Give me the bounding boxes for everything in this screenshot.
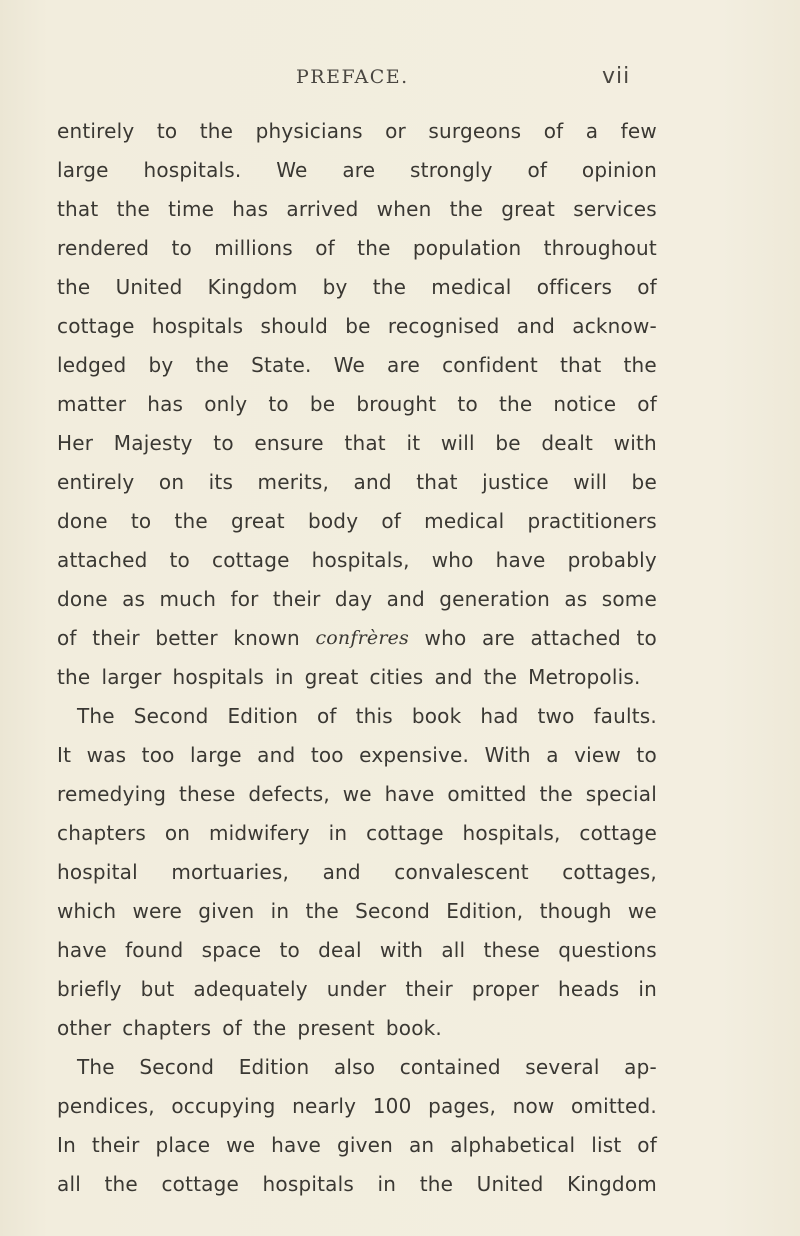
text-line: done as much for their day and generation as some	[57, 587, 657, 611]
text-line: entirely to the physicians or surgeons of a few	[57, 119, 657, 143]
text-line: chapters on midwifery in cottage hospitals, cottage	[57, 821, 657, 845]
text-line: the larger hospitals in great cities and the Metropolis.	[57, 665, 641, 689]
running-head	[0, 66, 800, 106]
text-line: In their place we have given an alphabetical list of	[57, 1133, 657, 1157]
text-line: which were given in the Second Edition, though we	[57, 899, 657, 923]
text-line: hospital mortuaries, and convalescent cottages,	[57, 860, 657, 884]
running-title: PREFACE.	[296, 66, 409, 88]
text-line: ledged by the State. We are confident that the	[57, 353, 657, 377]
text-line: all the cottage hospitals in the United Kingdom	[57, 1172, 657, 1196]
text-line: entirely on its merits, and that justice will be	[57, 470, 657, 494]
text-line: have found space to deal with all these questions	[57, 938, 657, 962]
text-line: It was too large and too expensive. With a view to	[57, 743, 657, 767]
text-line: Her Majesty to ensure that it will be dealt with	[57, 431, 657, 455]
text-line: the United Kingdom by the medical officers of	[57, 275, 657, 299]
text-line: The Second Edition of this book had two faults.	[77, 704, 657, 728]
text-line: briefly but adequately under their proper heads in	[57, 977, 657, 1001]
text-line: matter has only to be brought to the notice of	[57, 392, 657, 416]
text-line: of their better known confrères who are attached to	[57, 626, 657, 650]
body-text	[57, 112, 657, 1204]
text-line: done to the great body of medical practitioners	[57, 509, 657, 533]
text-line: The Second Edition also contained several ap-	[77, 1055, 657, 1079]
text-line: pendices, occupying nearly 100 pages, now omitted.	[57, 1094, 657, 1118]
text-line: large hospitals. We are strongly of opinion	[57, 158, 657, 182]
text-line: cottage hospitals should be recognised and acknow-	[57, 314, 657, 338]
text-line: other chapters of the present book.	[57, 1016, 442, 1040]
text-line: rendered to millions of the population throughout	[57, 236, 657, 260]
text-line: remedying these defects, we have omitted the special	[57, 782, 657, 806]
text-line: that the time has arrived when the great services	[57, 197, 657, 221]
text-line: attached to cottage hospitals, who have probably	[57, 548, 657, 572]
page-number: vii	[602, 64, 631, 89]
